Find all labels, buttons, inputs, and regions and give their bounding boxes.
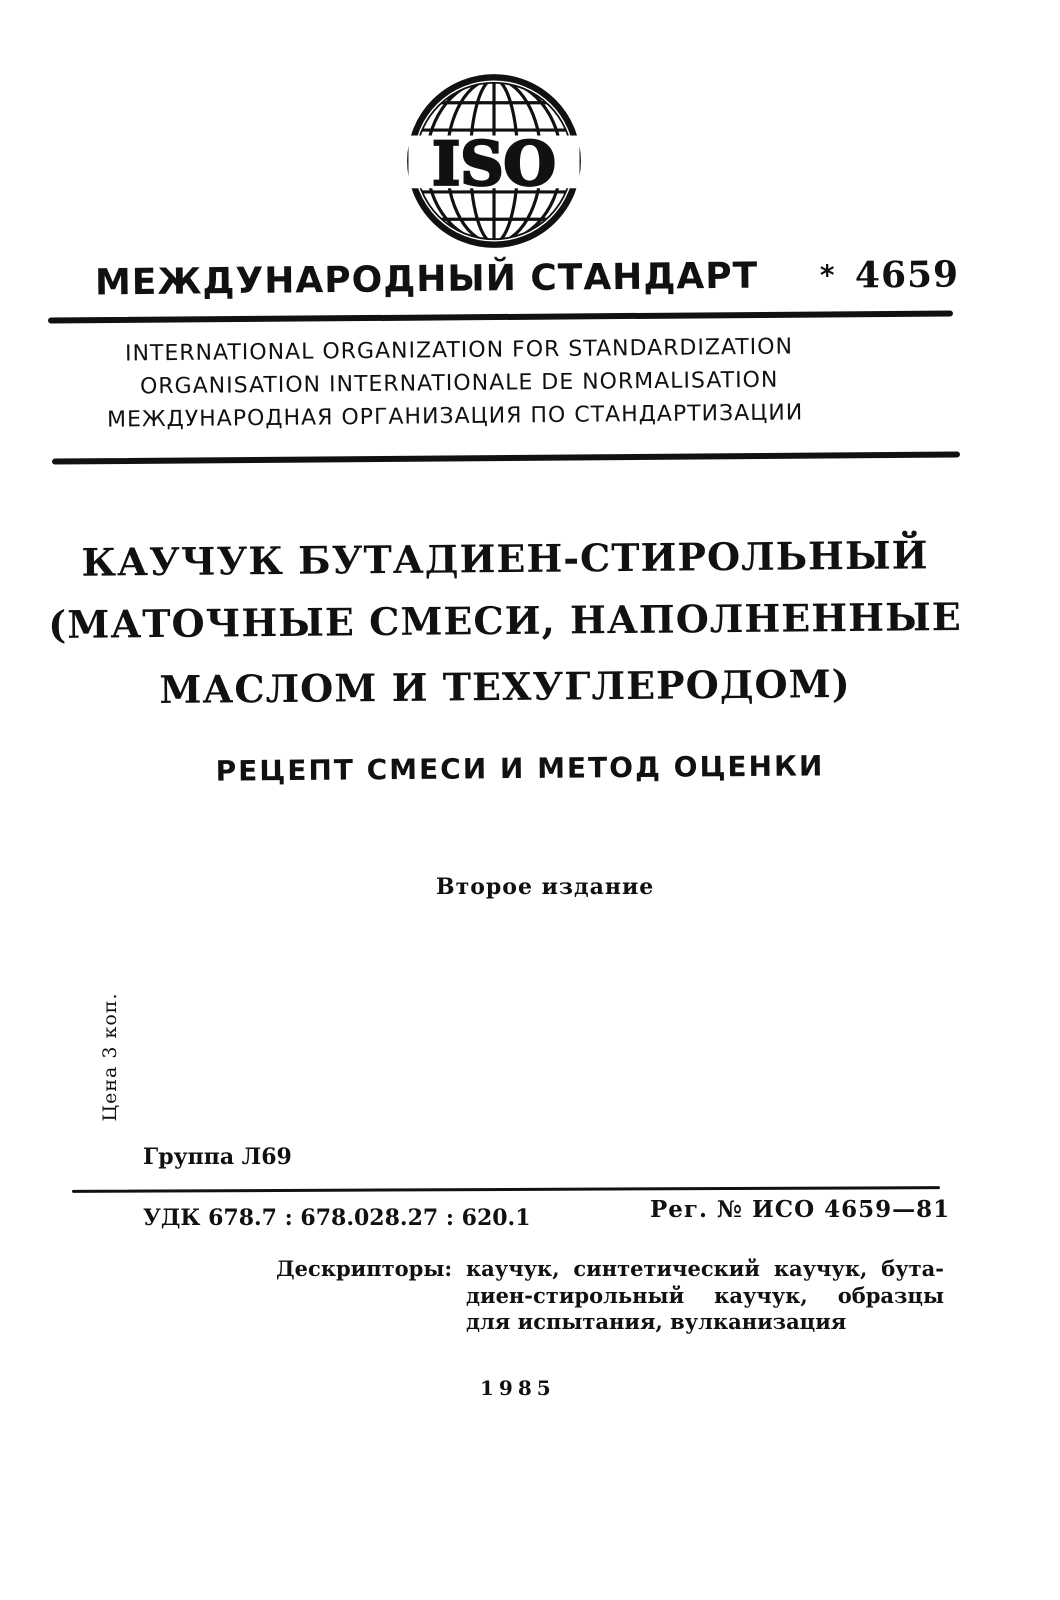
org-name-ru: МЕЖДУНАРОДНАЯ ОРГАНИЗАЦИЯ ПО СТАНДАРТИЗАЦИИ <box>106 400 804 433</box>
org-name-en: INTERNATIONAL ORGANIZATION FOR STANDARDIZATION <box>124 334 794 367</box>
title-line-1: КАУЧУК БУТАДИЕН-СТИРОЛЬНЫЙ <box>81 532 929 585</box>
org-name-fr: ORGANISATION INTERNATIONALE DE NORMALISATION <box>139 367 779 400</box>
edition: Второе издание <box>436 874 655 900</box>
descriptors-line-1: каучук, синтетический каучук, бута- <box>466 1256 944 1281</box>
org-divider <box>52 451 960 464</box>
title-line-3: МАСЛОМ И ТЕХУГЛЕРОДОМ) <box>159 660 851 713</box>
subtitle: РЕЦЕПТ СМЕСИ И МЕТОД ОЦЕНКИ <box>215 749 825 788</box>
registration-number: Рег. № ИСО 4659—81 <box>650 1196 951 1223</box>
standard-star: * <box>819 258 836 292</box>
group-code: Группа Л69 <box>143 1144 292 1170</box>
descriptors-label: Дескрипторы: <box>276 1256 453 1281</box>
publication-year: 1985 <box>480 1376 556 1400</box>
title-line-2: (МАТОЧНЫЕ СМЕСИ, НАПОЛНЕННЫЕ <box>48 594 962 647</box>
price-label: Цена 3 коп. <box>99 992 121 1122</box>
descriptors-line-3: для испытания, вулканизация <box>466 1309 847 1334</box>
descriptors-line-2: диен-стирольный каучук, образцы <box>466 1283 944 1308</box>
iso-globe-logo-icon <box>403 70 585 252</box>
bottom-divider <box>72 1186 940 1193</box>
standard-heading <box>94 253 960 318</box>
standard-number: 4659 <box>854 253 960 297</box>
iso-logo-text: ISO <box>432 129 556 200</box>
standard-label: МЕЖДУНАРОДНЫЙ СТАНДАРТ <box>94 255 759 304</box>
udk-code: УДК 678.7 : 678.028.27 : 620.1 <box>143 1205 531 1231</box>
